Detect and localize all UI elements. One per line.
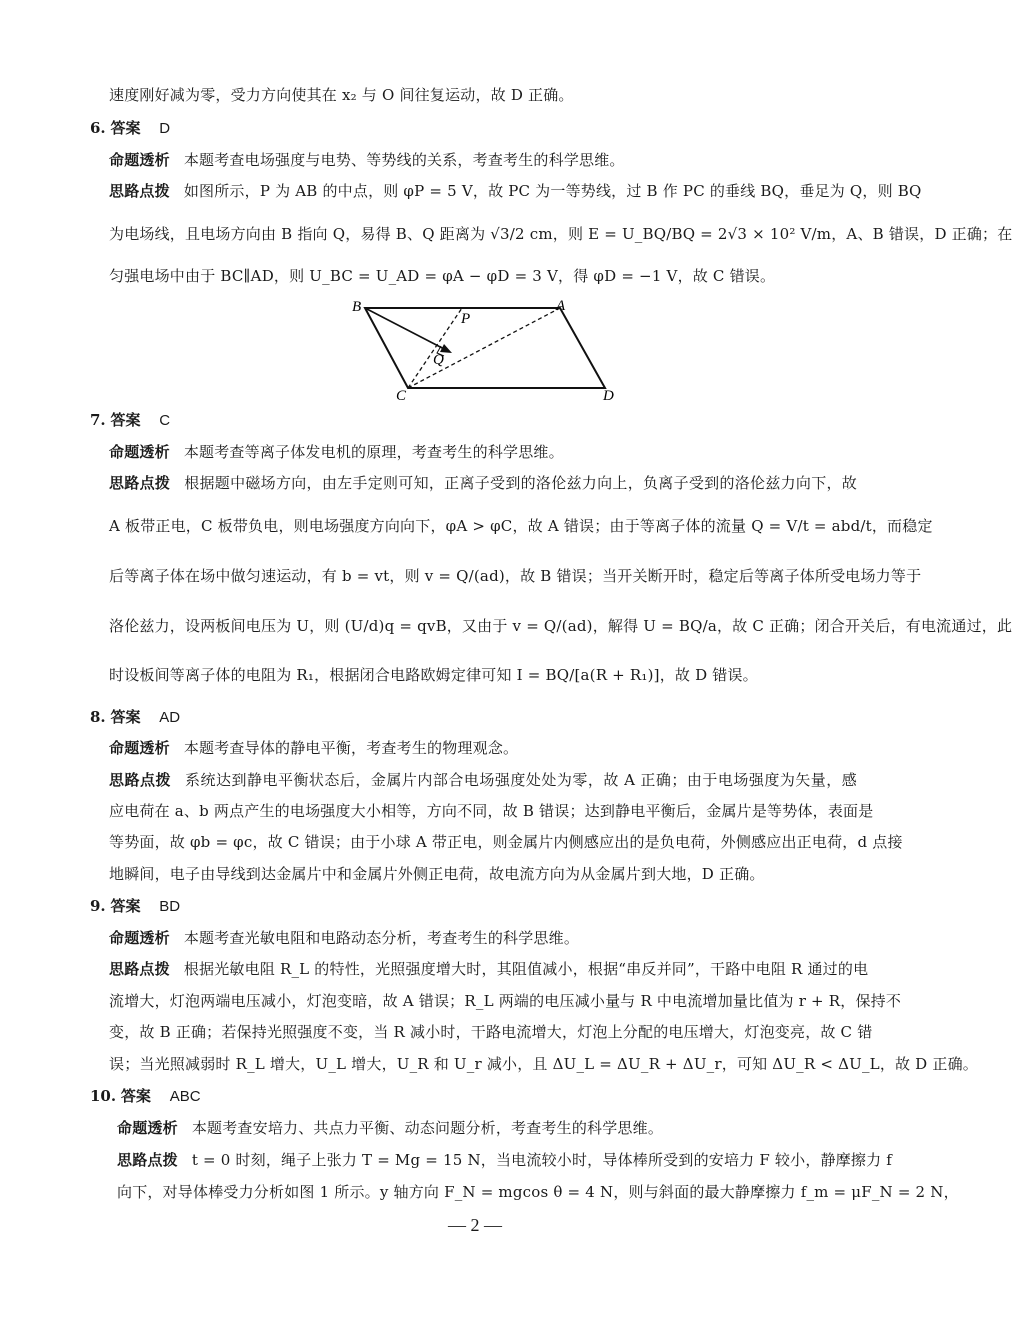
q7-hint-line: 时设板间等离子体的电阻为 R₁，根据闭合电路欧姆定律可知 I = BQ/[a(R + R₁)]，故 D 错误。 [109,666,758,684]
q6-answer: D [159,120,171,137]
parallelogram-diagram [340,296,630,404]
q9-answer: BD [159,898,181,915]
q9-analysis-text: 本题考查光敏电阻和电路动态分析，考查考生的科学思维。 [183,929,580,947]
q10-hint-line: 向下，对导体棒受力分析如图 1 所示。y 轴方向 F_N = mgcos θ = 4 N，则与斜面的最大静摩擦力 f_m = μF_N = 2 N， [117,1183,959,1201]
q7-hint-line: A 板带正电，C 板带负电，则电场强度方向向下，φA > φC，故 A 错误；由于等离子体的流量 Q = V/t = abd/t，而稳定 [109,517,933,535]
q8-hint-line [109,770,857,790]
q8-analysis-text: 本题考查导体的静电平衡，考查考生的物理观念。 [183,739,519,757]
page-number: — 2 — [448,1215,502,1235]
q10-analysis-label: 命题透析 [117,1119,178,1137]
q9-hint-line: 变，故 B 正确；若保持光照强度不变，当 R 减小时，干路电流增大，灯泡上分配的电压增大，灯泡变亮，故 C 错 [109,1023,873,1041]
q9-hint-label: 思路点拨 [109,960,170,978]
q7-answer-label: 答案 [110,411,141,429]
q6-hint-line: 匀强电场中由于 BC∥AD，则 U_BC = U_AD = φA − φD = 3 V，得 φD = −1 V，故 C 错误。 [109,267,776,285]
q7-hint-text: 根据题中磁场方向，由左手定则可知，正离子受到的洛伦兹力向上，负离子受到的洛伦兹力向下，故 [184,474,857,492]
q9-answer-label: 答案 [110,897,141,915]
q6-analysis-text: 本题考查电场强度与电势、等势线的关系，考查考生的科学思维。 [183,151,625,169]
q8-number: 8. [90,708,106,726]
q7-hint-label: 思路点拨 [109,474,171,492]
dashed-line-CA [408,308,560,388]
q8-analysis-label: 命题透析 [109,739,170,757]
q10-header [90,1086,201,1107]
label-P: P [461,311,471,327]
q9-header [90,896,180,917]
q9-hint-line: 流增大，灯泡两端电压减小，灯泡变暗，故 A 错误；R_L 两端的电压减小量与 R 中电流增加量比值为 r + R，保持不 [109,992,902,1010]
q7-analysis [109,442,857,462]
q10-hint-label: 思路点拨 [117,1151,178,1169]
q7-number: 7. [90,411,106,429]
q9-hint-text: 根据光敏电阻 R_L 的特性，光照强度增大时，其阻值减小，根据“串反并同”，干路中电阻 R 通过的电 [183,960,869,978]
q7-hint-line: 后等离子体在场中做匀速运动，有 b = vt，则 v = Q/(ad)，故 B 错误；当开关断开时，稳定后等离子体所受电场力等于 [109,567,922,585]
q10-answer: ABC [169,1088,201,1105]
intro-text: 速度刚好减为零，受力方向使其在 x₂ 与 O 间往复运动，故 D 正确。 [109,86,574,104]
q6-analysis-label: 命题透析 [109,151,170,169]
q8-hint-text: 系统达到静电平衡状态后，金属片内部合电场强度处处为零，故 A 正确；由于电场强度为矢量，感 [184,771,857,789]
q8-answer-label: 答案 [110,708,141,726]
q10-number: 10. [90,1087,117,1105]
q6-header [90,118,170,139]
q7-answer: C [159,412,171,429]
q10-answer-label: 答案 [120,1087,151,1105]
q8-answer: AD [159,709,181,726]
q9-number: 9. [90,897,106,915]
q6-number: 6. [90,119,106,137]
q7-analysis-text: 本题考查等离子体发电机的原理，考查考生的科学思维。 [183,443,564,461]
q7-analysis-label: 命题透析 [109,443,170,461]
label-Q: Q [433,352,444,368]
label-A: A [556,298,566,314]
q10-hint-text: t = 0 时刻，绳子上张力 T = Mg = 15 N，当电流较小时，导体棒所受到的安培力 F 较小，静摩擦力 f [191,1151,893,1169]
q9-hint-line [109,959,869,979]
q6-hint-line [109,181,922,201]
q10-hint-line [117,1150,893,1170]
q6-hint-line: 为电场线，且电场方向由 B 指向 Q，易得 B、Q 距离为 √3/2 cm，则 E = U_BQ/BQ = 2√3 × 10² V/m，A、B 错误，D 正确；在 [109,225,1012,243]
q10-analysis [117,1118,857,1138]
label-D: D [603,388,614,404]
dashed-line-CP [408,308,462,388]
q8-analysis [109,738,857,758]
q6-hint-label: 思路点拨 [109,182,170,200]
q7-hint-line: 洛伦兹力，设两板间电压为 U，则 (U/d)q = qvB，又由于 v = Q/(ad)，解得 U = BQ/a，故 C 正确；闭合开关后，有电流通过，此 [109,617,1012,635]
q10-analysis-text: 本题考查安培力、共点力平衡、动态问题分析，考查考生的科学思维。 [191,1119,664,1137]
q9-analysis-label: 命题透析 [109,929,170,947]
q7-hint-line [109,473,857,493]
q8-header [90,707,180,728]
q7-header [90,410,170,431]
label-C: C [396,388,407,404]
q6-hint-text: 如图所示，P 为 AB 的中点，则 φP = 5 V，故 PC 为一等势线，过 B 作 PC 的垂线 BQ，垂足为 Q，则 BQ [183,182,922,200]
q9-analysis [109,928,857,948]
q8-hint-line: 地瞬间，电子由导线到达金属片中和金属片外侧正电荷，故电流方向为从金属片到大地，D 正确。 [109,865,765,883]
label-B: B [352,299,362,315]
q8-hint-line: 等势面，故 φb = φc，故 C 错误；由于小球 A 带正电，则金属片内侧感应出的是负电荷，外侧感应出正电荷，d 点接 [109,833,903,851]
q8-hint-line: 应电荷在 a、b 两点产生的电场强度大小相等，方向不同，故 B 错误；达到静电平衡后，金属片是等势体，表面是 [109,802,874,820]
q6-answer-label: 答案 [110,119,141,137]
q6-analysis [109,150,857,170]
q9-hint-line: 误；当光照减弱时 R_L 增大，U_L 增大，U_R 和 U_r 减小，且 ΔU_L = ΔU_R + ΔU_r，可知 ΔU_R < ΔU_L，故 D 正确。 [109,1055,978,1073]
q8-hint-label: 思路点拨 [109,771,171,789]
